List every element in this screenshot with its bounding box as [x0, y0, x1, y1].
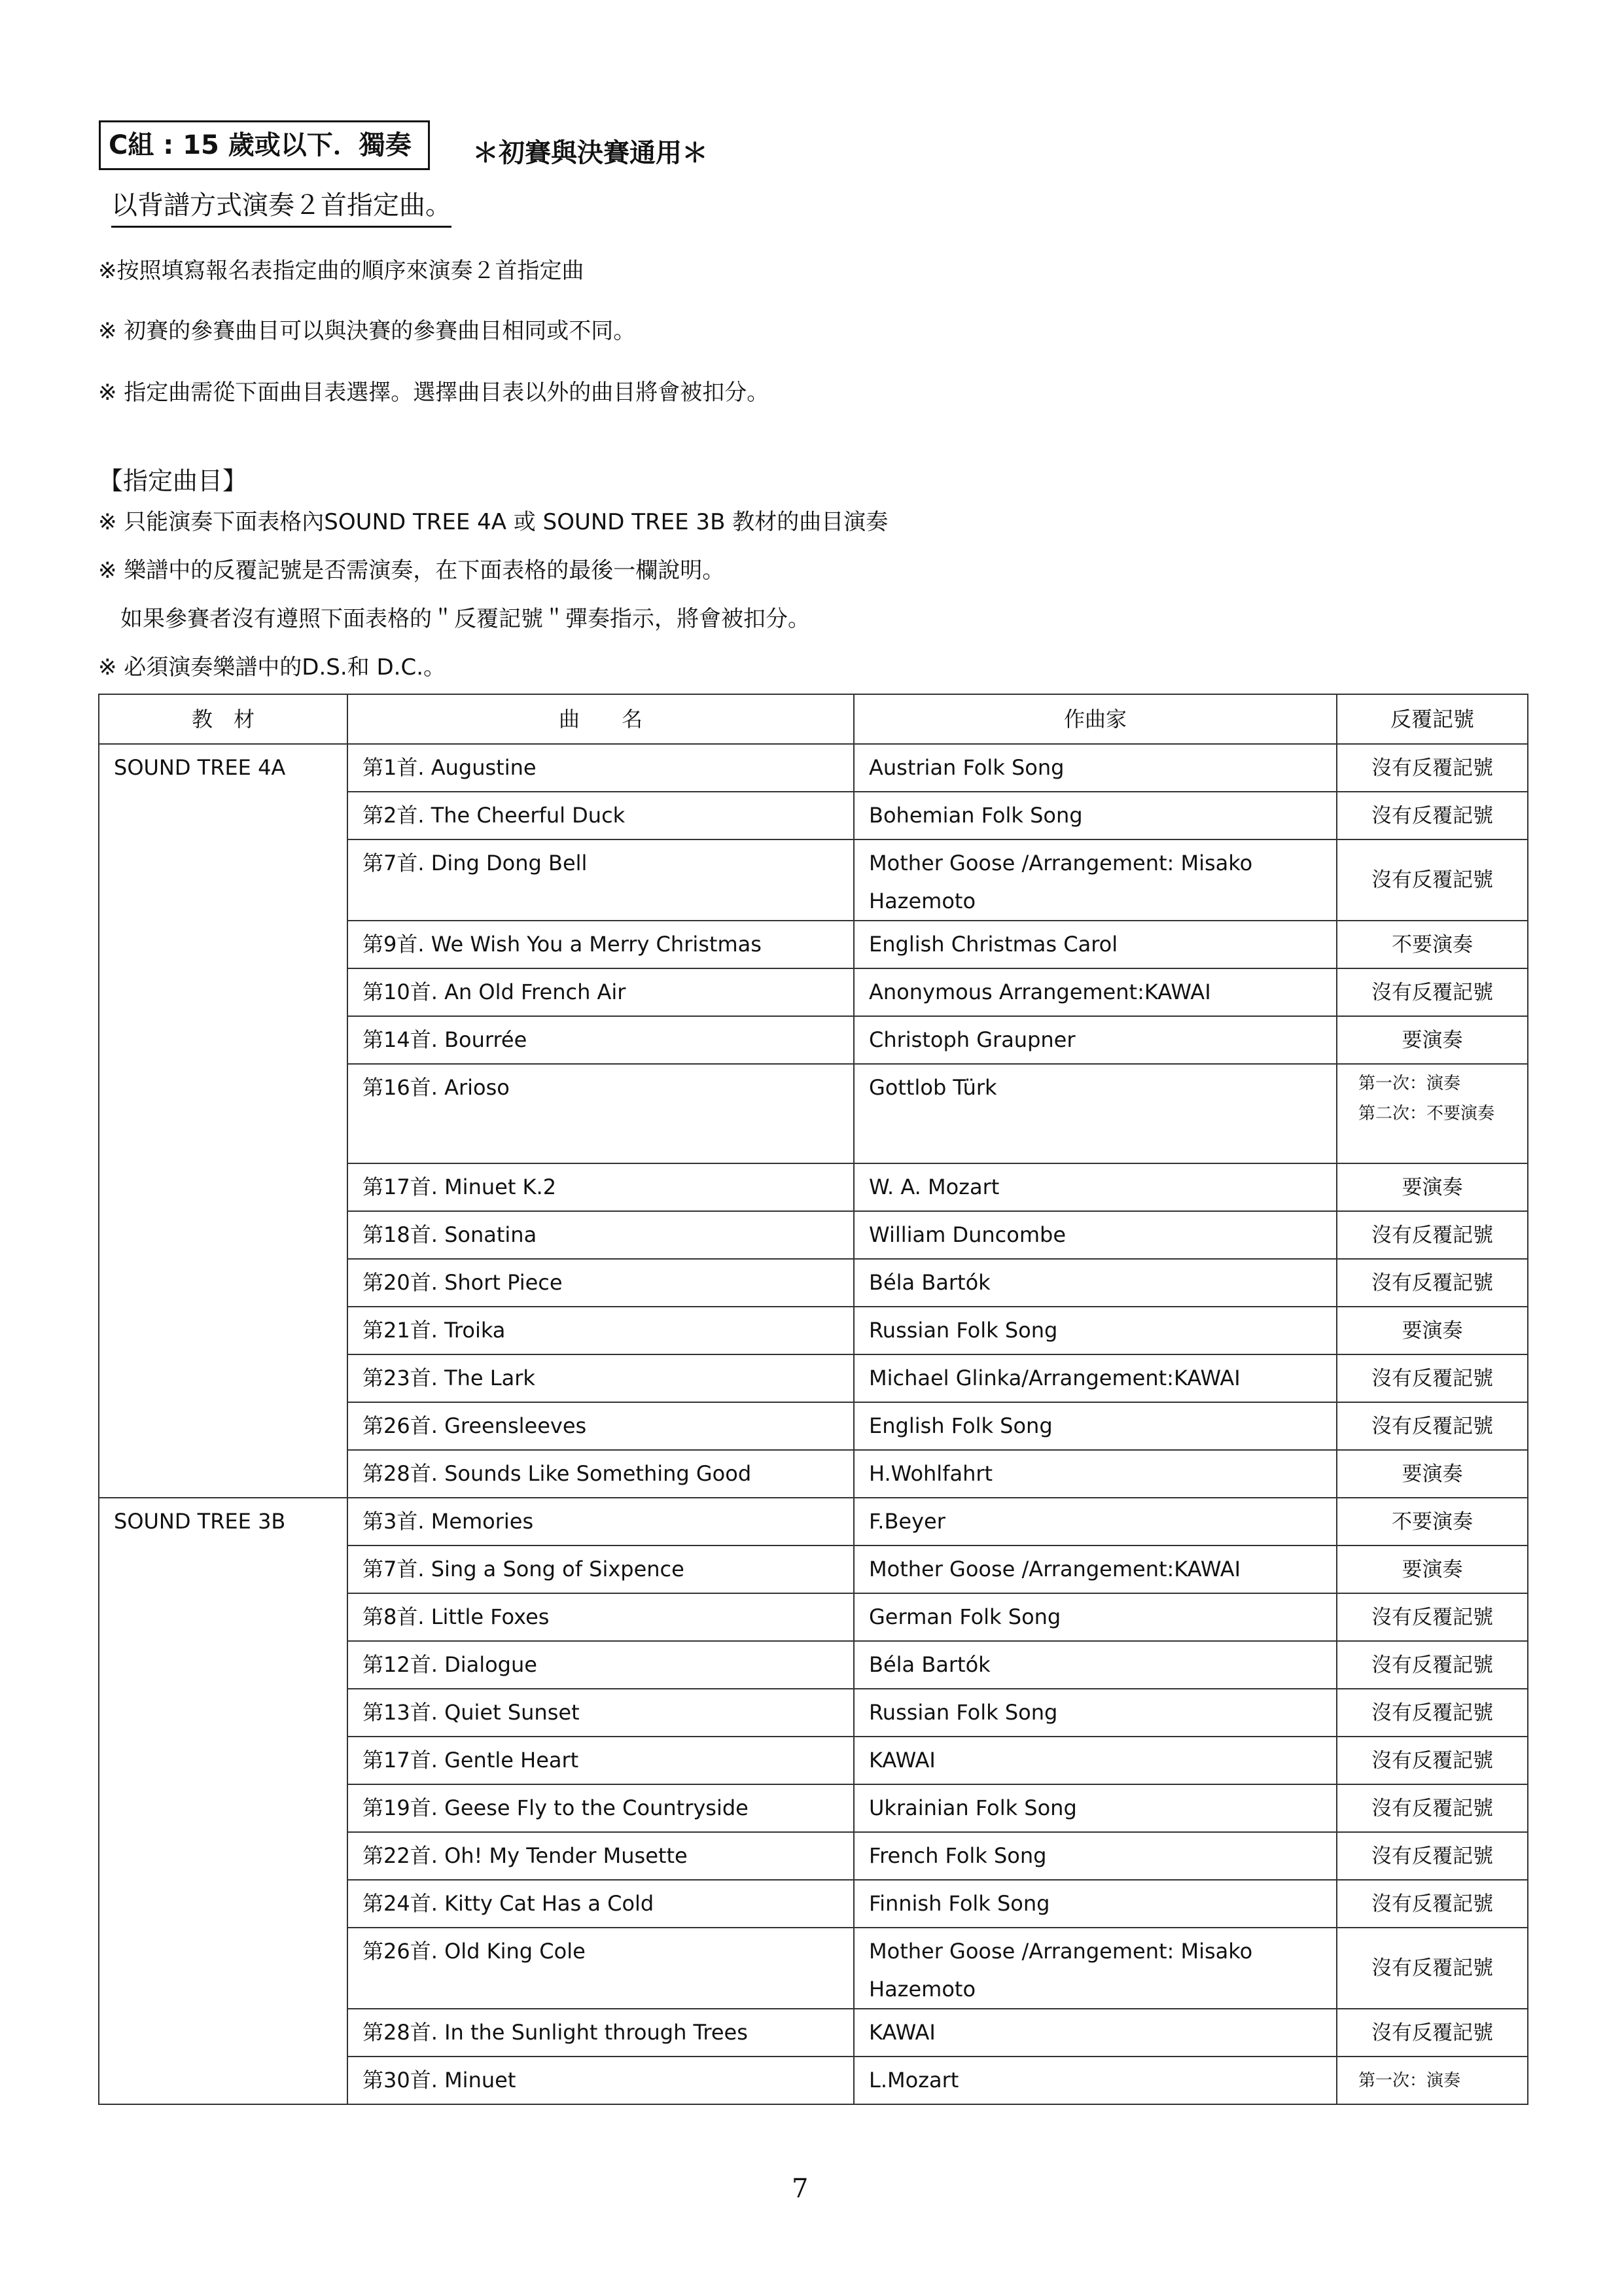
- material-cell: SOUND TREE 4A: [99, 744, 347, 1498]
- composer-cell: Michael Glinka/Arrangement:KAWAI: [854, 1354, 1337, 1402]
- repeat-cell: 沒有反覆記號: [1337, 968, 1528, 1016]
- repeat-cell: 不要演奏: [1337, 921, 1528, 968]
- rule-repeat-penalty: 如果參賽者沒有遵照下面表格的＂反覆記號＂彈奏指示，將會被扣分。: [98, 606, 810, 632]
- header-composer: 作曲家: [854, 694, 1337, 744]
- piece-cell: 第13首. Quiet Sunset: [347, 1689, 854, 1737]
- piece-cell: 第9首. We Wish You a Merry Christmas: [347, 921, 854, 968]
- repeat-cell: 沒有反覆記號: [1337, 1259, 1528, 1307]
- repeat-cell: 沒有反覆記號: [1337, 1880, 1528, 1928]
- table-row: [99, 1498, 1528, 1545]
- piece-cell: 第18首. Sonatina: [347, 1211, 854, 1259]
- composer-cell: Anonymous Arrangement:KAWAI: [854, 968, 1337, 1016]
- repeat-cell: 要演奏: [1337, 1307, 1528, 1354]
- note-penalty: ※ 指定曲需從下面曲目表選擇。選擇曲目表以外的曲目將會被扣分。: [98, 380, 769, 406]
- composer-cell: Finnish Folk Song: [854, 1880, 1337, 1928]
- composer-cell: English Christmas Carol: [854, 921, 1337, 968]
- repeat-cell: 沒有反覆記號: [1337, 792, 1528, 839]
- repeat-first-time: 第一次：演奏: [1358, 1074, 1461, 1093]
- memorize-instruction: 以背譜方式演奏２首指定曲。: [111, 185, 451, 228]
- composer-cell: H.Wohlfahrt: [854, 1450, 1337, 1498]
- composer-cell: L.Mozart: [854, 2057, 1337, 2104]
- composer-cell: F.Beyer: [854, 1498, 1337, 1545]
- piece-cell: 第2首. The Cheerful Duck: [347, 792, 854, 839]
- page-number: 7: [792, 2174, 809, 2204]
- composer-cell: Mother Goose /Arrangement: Misako Hazemoto: [854, 1928, 1337, 2009]
- repeat-cell: 沒有反覆記號: [1337, 1211, 1528, 1259]
- repeat-cell: 沒有反覆記號: [1337, 1737, 1528, 1784]
- composer-cell: Mother Goose /Arrangement: Misako Hazemoto: [854, 839, 1337, 921]
- composer-cell: Russian Folk Song: [854, 1307, 1337, 1354]
- piece-cell: 第22首. Oh! My Tender Musette: [347, 1832, 854, 1880]
- table-row: [99, 744, 1528, 792]
- piece-cell: 第26首. Greensleeves: [347, 1402, 854, 1450]
- material-cell: SOUND TREE 3B: [99, 1498, 347, 2104]
- repeat-cell: 要演奏: [1337, 1016, 1528, 1064]
- piece-cell: 第26首. Old King Cole: [347, 1928, 854, 2009]
- group-label: C組 : 15 歲或以下．獨奏: [109, 130, 412, 160]
- piece-cell: 第8首. Little Foxes: [347, 1593, 854, 1641]
- repeat-cell: 沒有反覆記號: [1337, 1784, 1528, 1832]
- repeat-cell: 沒有反覆記號: [1337, 1641, 1528, 1689]
- repeat-cell: 沒有反覆記號: [1337, 1928, 1528, 2009]
- table-header-row: [99, 694, 1528, 744]
- repeat-second-time: 第二次：不要演奏: [1358, 1104, 1495, 1123]
- repeat-cell: 沒有反覆記號: [1337, 2009, 1528, 2057]
- repeat-cell: 沒有反覆記號: [1337, 1402, 1528, 1450]
- header-piece: 曲 名: [347, 694, 854, 744]
- composer-cell: German Folk Song: [854, 1593, 1337, 1641]
- rule-materials: ※ 只能演奏下面表格內SOUND TREE 4A 或 SOUND TREE 3B 教材的曲目演奏: [98, 509, 889, 535]
- repeat-cell: 沒有反覆記號: [1337, 839, 1528, 921]
- rule-repeat-signs: ※ 樂譜中的反覆記號是否需演奏，在下面表格的最後一欄說明。: [98, 557, 725, 584]
- repeat-cell: 沒有反覆記號: [1337, 1593, 1528, 1641]
- piece-cell: 第17首. Minuet K.2: [347, 1163, 854, 1211]
- piece-cell: 第28首. Sounds Like Something Good: [347, 1450, 854, 1498]
- repeat-cell: 第一次：演奏: [1337, 2057, 1528, 2104]
- header-repeat: 反覆記號: [1337, 694, 1528, 744]
- rule-ds-dc: ※ 必須演奏樂譜中的D.S.和 D.C.。: [98, 654, 446, 680]
- repeat-cell: [1337, 1064, 1528, 1163]
- repeat-cell: 沒有反覆記號: [1337, 1354, 1528, 1402]
- repeat-cell: 要演奏: [1337, 1545, 1528, 1593]
- piece-cell: 第3首. Memories: [347, 1498, 854, 1545]
- piece-cell: 第1首. Augustine: [347, 744, 854, 792]
- note-order: ※按照填寫報名表指定曲的順序來演奏２首指定曲: [98, 258, 584, 284]
- composer-cell: W. A. Mozart: [854, 1163, 1337, 1211]
- composer-cell: Gottlob Türk: [854, 1064, 1337, 1163]
- composer-cell: Béla Bartók: [854, 1259, 1337, 1307]
- composer-cell: William Duncombe: [854, 1211, 1337, 1259]
- piece-cell: 第21首. Troika: [347, 1307, 854, 1354]
- piece-cell: 第14首. Bourrée: [347, 1016, 854, 1064]
- repeat-cell: 沒有反覆記號: [1337, 1689, 1528, 1737]
- piece-cell: 第16首. Arioso: [347, 1064, 854, 1163]
- composer-cell: Bohemian Folk Song: [854, 792, 1337, 839]
- repeat-cell: 要演奏: [1337, 1163, 1528, 1211]
- group-label-box: [99, 120, 430, 170]
- composer-cell: KAWAI: [854, 1737, 1337, 1784]
- repeat-cell: 沒有反覆記號: [1337, 1832, 1528, 1880]
- piece-cell: 第30首. Minuet: [347, 2057, 854, 2104]
- repeat-cell: 要演奏: [1337, 1450, 1528, 1498]
- composer-cell: Béla Bartók: [854, 1641, 1337, 1689]
- repertoire-table: [98, 694, 1528, 2105]
- repeat-cell: 沒有反覆記號: [1337, 744, 1528, 792]
- composer-cell: Russian Folk Song: [854, 1689, 1337, 1737]
- piece-cell: 第12首. Dialogue: [347, 1641, 854, 1689]
- repeat-cell: 不要演奏: [1337, 1498, 1528, 1545]
- composer-cell: Mother Goose /Arrangement:KAWAI: [854, 1545, 1337, 1593]
- common-note: ＊初賽與決賽通用＊: [472, 138, 708, 168]
- composer-cell: English Folk Song: [854, 1402, 1337, 1450]
- piece-cell: 第19首. Geese Fly to the Countryside: [347, 1784, 854, 1832]
- composer-cell: French Folk Song: [854, 1832, 1337, 1880]
- header-material: 教 材: [99, 694, 347, 744]
- composer-cell: Austrian Folk Song: [854, 744, 1337, 792]
- piece-cell: 第17首. Gentle Heart: [347, 1737, 854, 1784]
- piece-cell: 第24首. Kitty Cat Has a Cold: [347, 1880, 854, 1928]
- composer-cell: Ukrainian Folk Song: [854, 1784, 1337, 1832]
- piece-cell: 第20首. Short Piece: [347, 1259, 854, 1307]
- note-same-or-different: ※ 初賽的參賽曲目可以與決賽的參賽曲目相同或不同。: [98, 318, 636, 344]
- piece-cell: 第23首. The Lark: [347, 1354, 854, 1402]
- piece-cell: 第10首. An Old French Air: [347, 968, 854, 1016]
- composer-cell: KAWAI: [854, 2009, 1337, 2057]
- repertoire-heading: 【指定曲目】: [98, 467, 248, 495]
- piece-cell: 第28首. In the Sunlight through Trees: [347, 2009, 854, 2057]
- piece-cell: 第7首. Ding Dong Bell: [347, 839, 854, 921]
- composer-cell: Christoph Graupner: [854, 1016, 1337, 1064]
- piece-cell: 第7首. Sing a Song of Sixpence: [347, 1545, 854, 1593]
